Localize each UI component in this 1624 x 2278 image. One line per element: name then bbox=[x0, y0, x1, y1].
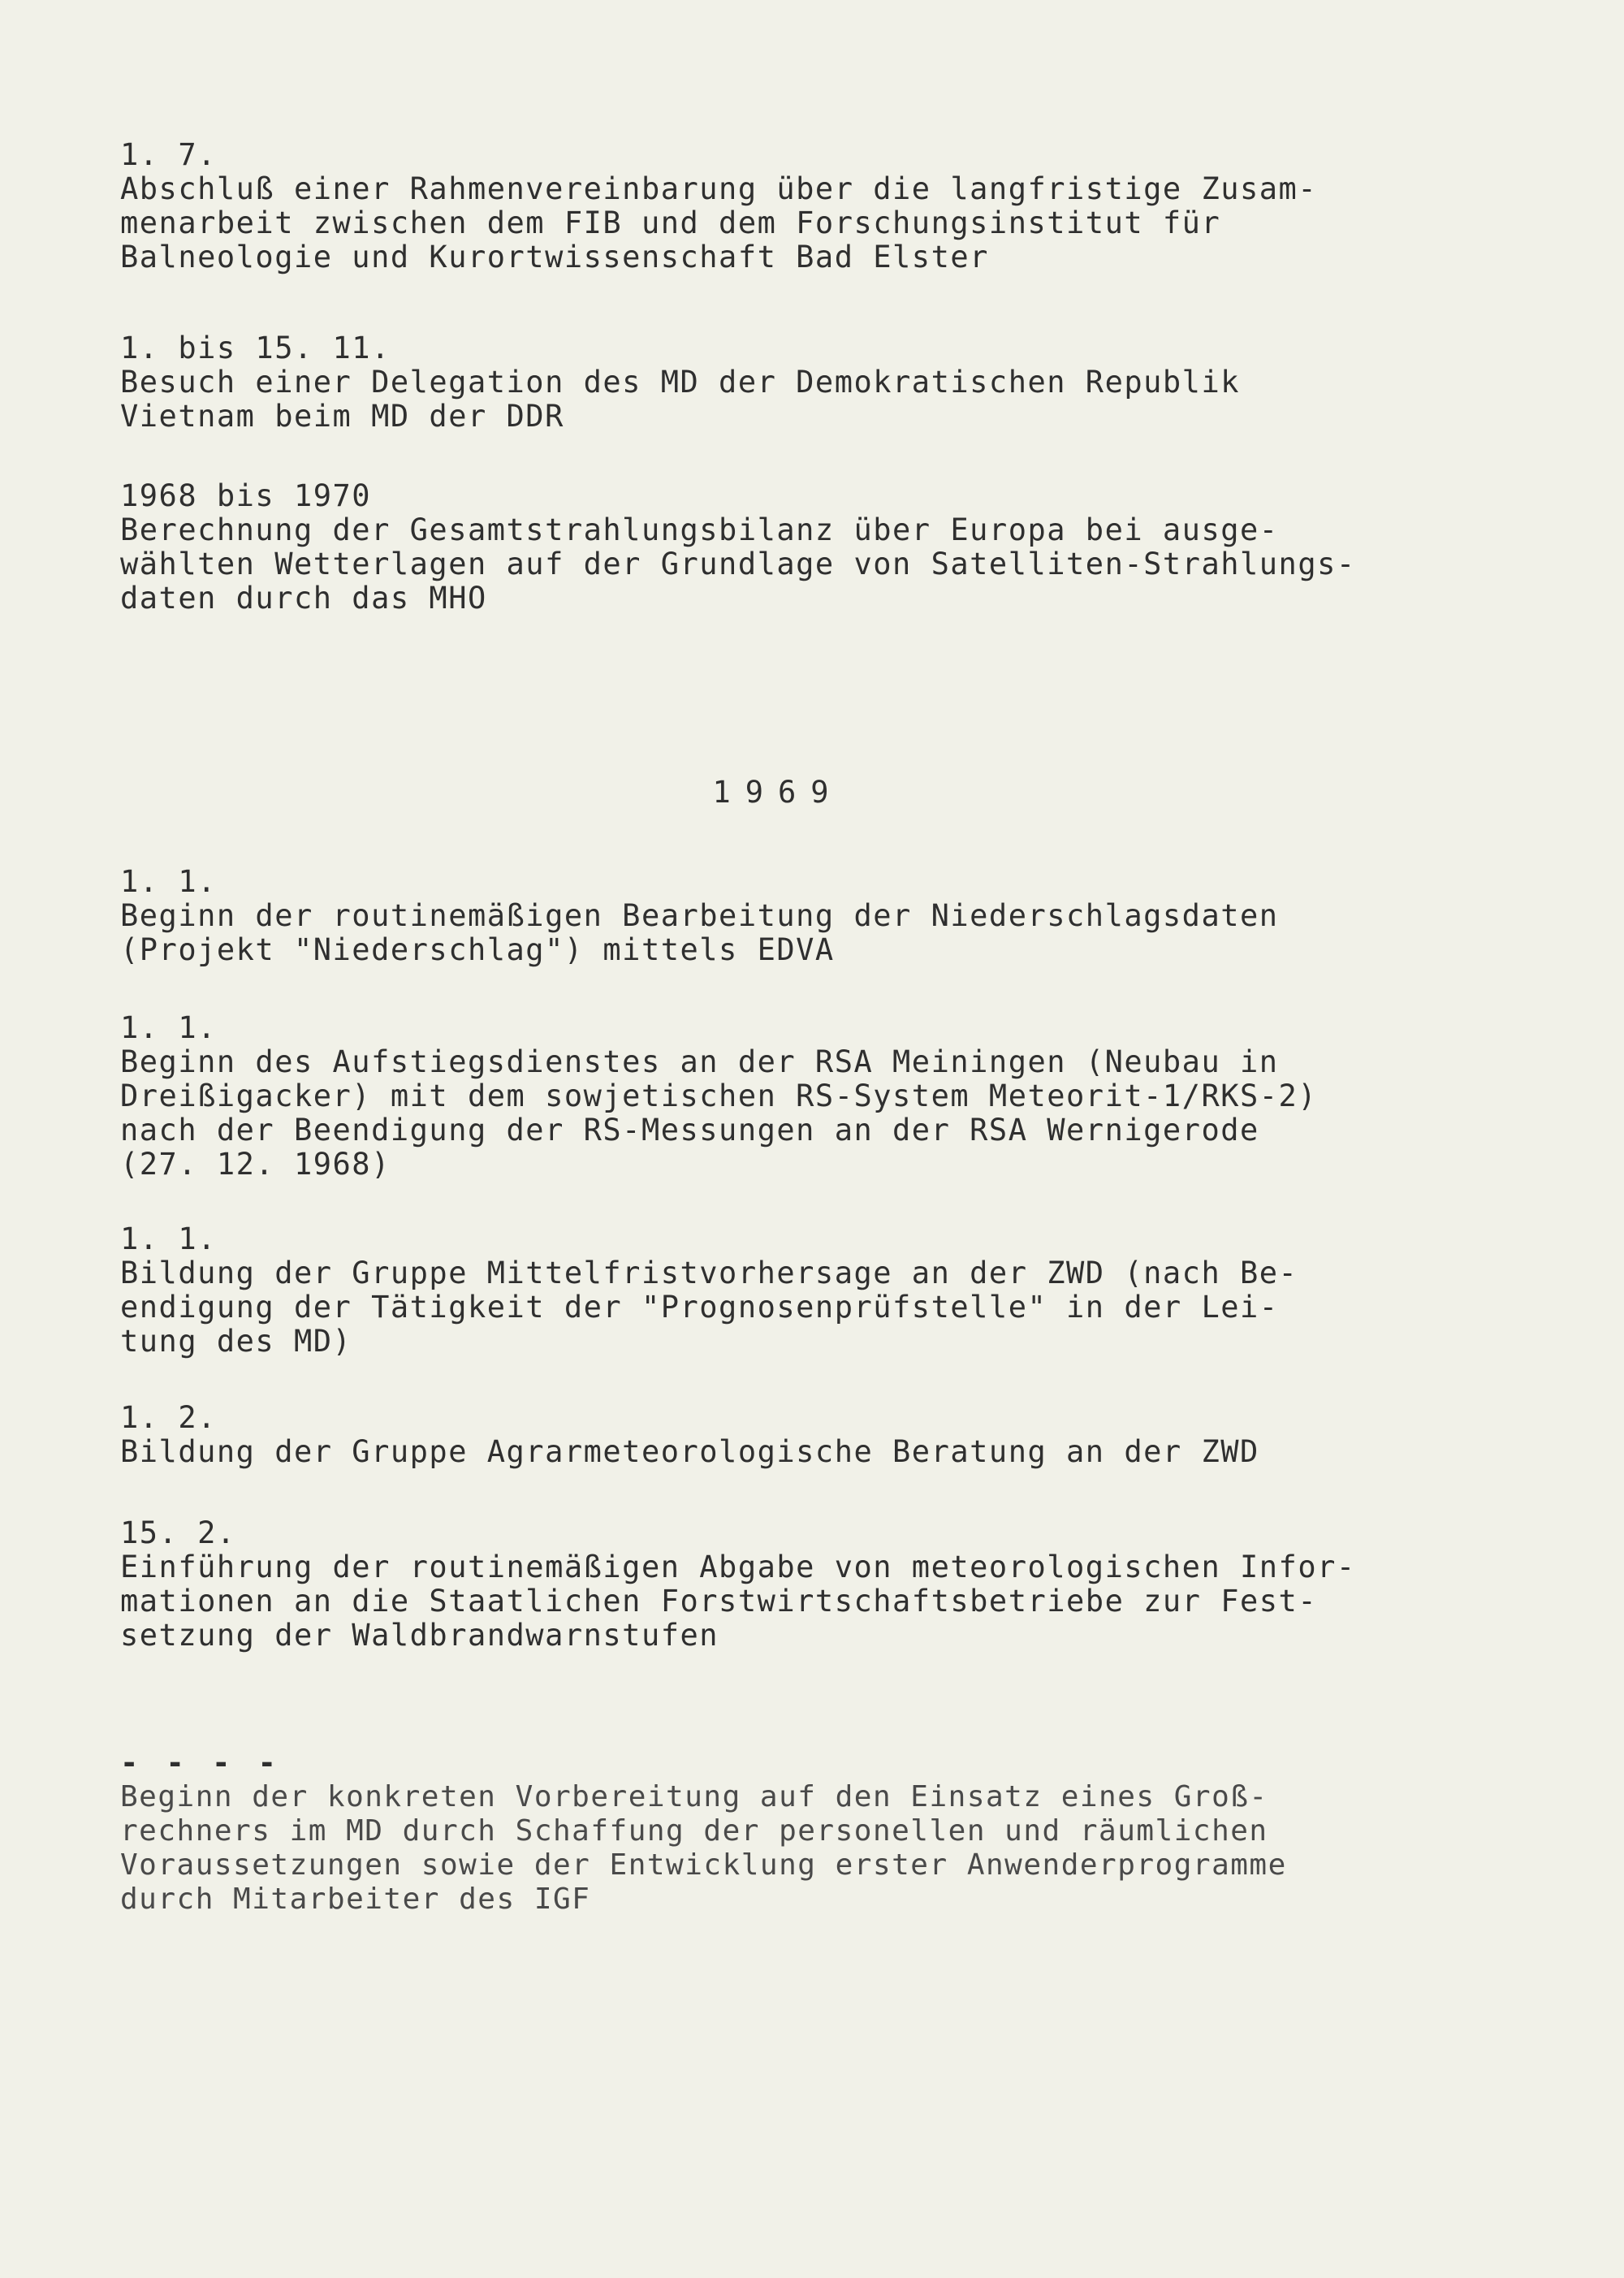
entry-text: Berechnung der Gesamtstrahlungsbilanz über Europa bei ausge- wählten Wetterlagen auf der Grundlage von Satelliten-Strahlungs- daten durch das MHO bbox=[120, 512, 1356, 616]
entry-text: Abschluß einer Rahmenvereinbarung über die langfristige Zusam- menarbeit zwischen dem FIB und dem Forschungsinstitut für Balneologie und Kurortwissenschaft Bad Elster bbox=[120, 171, 1318, 274]
entry-text: Bildung der Gruppe Mittelfristvorhersage an der ZWD (nach Be- endigung der Tätigkeit der "Prognosenprüfstelle" in der Lei- tung des MD) bbox=[120, 1256, 1298, 1359]
undated-marker: - - - - bbox=[120, 1745, 281, 1780]
year-heading: 1969 bbox=[712, 775, 844, 810]
chronology-entry bbox=[120, 479, 1436, 616]
chronology-entry bbox=[120, 138, 1436, 274]
entry-date: 15. 2. bbox=[120, 1515, 236, 1550]
entry-date: 1968 bis 1970 bbox=[120, 478, 372, 513]
chronology-entry bbox=[120, 1401, 1436, 1469]
entry-text: Beginn der konkreten Vorbereitung auf den Einsatz eines Groß- rechners im MD durch Schaffung der personellen und räumlichen Voraussetzungen sowie der Entwicklung erster Anwenderprogramme durch Mitarbeiter des IGF bbox=[120, 1780, 1287, 1916]
entry-date: 1. 2. bbox=[120, 1400, 217, 1435]
entry-text: Beginn der routinemäßigen Bearbeitung der Niederschlagsdaten (Projekt "Niederschlag") mittels EDVA bbox=[120, 898, 1279, 967]
chronology-entry bbox=[120, 1516, 1436, 1653]
entry-text: Besuch einer Delegation des MD der Demokratischen Republik Vietnam beim MD der DDR bbox=[120, 365, 1241, 434]
entry-text: Beginn des Aufstiegsdienstes an der RSA Meiningen (Neubau in Dreißigacker) mit dem sowjetischen RS-System Meteorit-1/RKS-2) nach der Beendigung der RS-Messungen an der RSA Wernigerode (27. 12. 1968) bbox=[120, 1044, 1318, 1182]
entry-date: 1. 1. bbox=[120, 864, 217, 899]
chronology-entry bbox=[120, 1222, 1436, 1359]
entry-date: 1. 1. bbox=[120, 1221, 217, 1256]
chronology-entry bbox=[120, 331, 1436, 434]
entry-text: Bildung der Gruppe Agrarmeteorologische Beratung an der ZWD bbox=[120, 1434, 1259, 1469]
entry-date: 1. bis 15. 11. bbox=[120, 331, 391, 365]
entry-date: 1. 7. bbox=[120, 137, 217, 172]
entry-text: Einführung der routinemäßigen Abgabe von meteorologischen Infor- mationen an die Staatlichen Forstwirtschaftsbetriebe zur Fest- setzung der Waldbrandwarnstufen bbox=[120, 1550, 1356, 1653]
final-entry bbox=[120, 1746, 1436, 1917]
entry-date: 1. 1. bbox=[120, 1010, 217, 1045]
chronology-entry bbox=[120, 865, 1436, 967]
chronology-entry bbox=[120, 1011, 1436, 1182]
